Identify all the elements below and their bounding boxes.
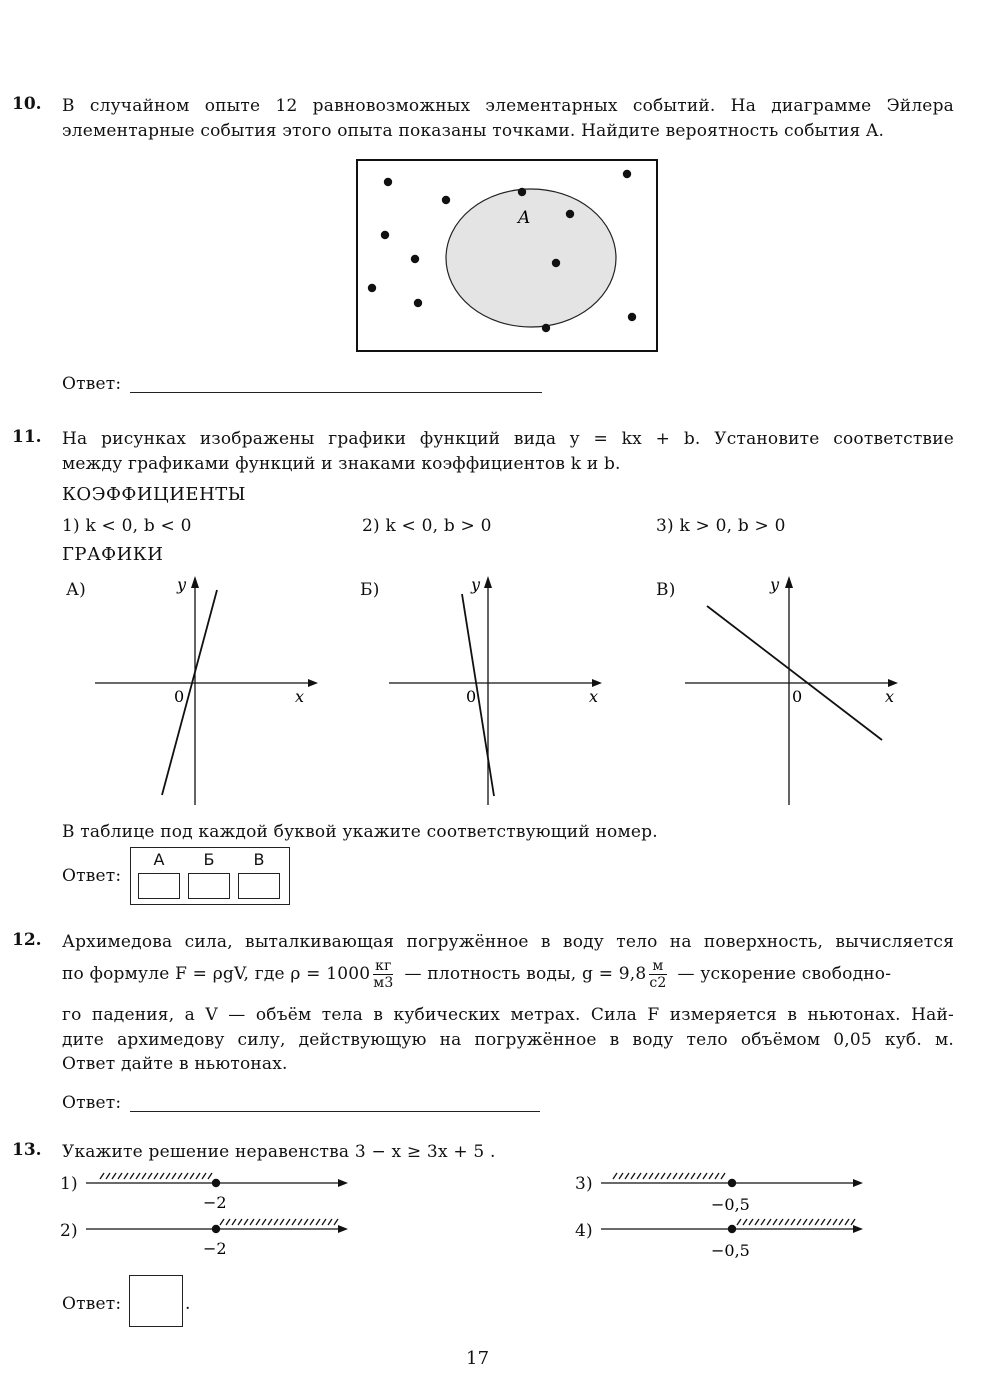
event-point <box>411 255 419 263</box>
y-axis-label: y <box>471 575 481 594</box>
x-axis-label: x <box>885 687 895 706</box>
event-point <box>414 299 422 307</box>
x-axis-arrow <box>308 679 318 687</box>
q10-line1: В случайном опыте 12 равновозможных элементарных событий. На диаграмме Эйлера <box>62 96 954 116</box>
q13-option-2-numberline <box>86 1216 352 1276</box>
q11-answer-table <box>130 847 290 905</box>
origin-label: 0 <box>466 687 477 706</box>
origin-label: 0 <box>174 687 185 706</box>
graph-v <box>680 570 910 810</box>
hatching-right <box>737 1219 855 1225</box>
event-point <box>552 259 560 267</box>
q13-option-1-label: 1) <box>60 1174 78 1194</box>
q12-formula-text: по формуле F = ρgV, где ρ = 1000 <box>62 964 371 984</box>
graph-b <box>384 570 614 810</box>
q13-answer-box[interactable] <box>129 1275 183 1327</box>
x-axis-label: x <box>589 687 599 706</box>
rho-unit-bottom: м3 <box>373 975 394 991</box>
event-point <box>384 178 392 186</box>
hatching-right <box>220 1219 338 1225</box>
x-axis-label: x <box>295 687 305 706</box>
q10-answer-line[interactable] <box>130 391 542 393</box>
q12-line5: Ответ дайте в ньютонах. <box>62 1054 288 1074</box>
event-point <box>542 324 550 332</box>
x-axis-arrow <box>592 679 602 687</box>
answer-cell-a[interactable] <box>138 873 180 899</box>
graph-v-label: В) <box>656 580 676 600</box>
g-unit-bottom: с2 <box>649 975 667 991</box>
filled-point <box>212 1179 220 1187</box>
q12-number: 12. <box>12 930 42 950</box>
q10-line2: элементарные события этого опыта показаны точками. Найдите вероятность события A. <box>62 121 885 141</box>
function-line <box>162 590 217 795</box>
q11-answer-label: Ответ: <box>62 866 122 886</box>
coef-option-1: 1) k < 0, b < 0 <box>62 516 192 536</box>
q10-number: 10. <box>12 94 42 114</box>
event-point <box>623 170 631 178</box>
y-axis-label: y <box>177 575 187 594</box>
q13-option-2-label: 2) <box>60 1221 78 1241</box>
q13-answer-dot: . <box>185 1294 191 1314</box>
number-line-arrow <box>853 1225 863 1233</box>
y-axis-arrow <box>785 576 793 588</box>
q12-density-text: — плотность воды, g = 9,8 <box>404 964 647 984</box>
set-a-label: A <box>518 208 531 228</box>
q12-line4: дите архимедову силу, действующую на погружённое в воду тело объёмом 0,05 куб. м. <box>62 1030 954 1050</box>
q13-option-4-numberline <box>601 1216 867 1276</box>
y-axis-arrow <box>484 576 492 588</box>
filled-point <box>728 1225 736 1233</box>
event-point <box>381 231 389 239</box>
point-label: −2 <box>203 1193 227 1212</box>
table-header-b: Б <box>203 850 215 869</box>
table-header-a: А <box>153 850 165 869</box>
q13-answer-label: Ответ: <box>62 1294 122 1314</box>
filled-point <box>728 1179 736 1187</box>
event-point <box>518 188 526 196</box>
rho-unit-top: кг <box>375 958 392 974</box>
rho-unit-fraction <box>373 958 393 991</box>
point-label: −0,5 <box>711 1195 750 1214</box>
event-point <box>628 313 636 321</box>
function-line <box>707 606 882 740</box>
q12-answer-line[interactable] <box>130 1110 540 1112</box>
y-axis-arrow <box>191 576 199 588</box>
x-axis-arrow <box>888 679 898 687</box>
q11-number: 11. <box>12 427 42 447</box>
point-label: −0,5 <box>711 1241 750 1260</box>
g-unit-top: м <box>649 958 666 975</box>
coef-option-3: 3) k > 0, b > 0 <box>656 516 786 536</box>
q12-accel-text: — ускорение свободно- <box>677 964 892 984</box>
graph-a <box>90 570 320 810</box>
q12-answer-label: Ответ: <box>62 1093 122 1113</box>
origin-label: 0 <box>792 687 803 706</box>
event-point <box>442 196 450 204</box>
hatching-left <box>613 1173 725 1179</box>
number-line-arrow <box>338 1225 348 1233</box>
table-header-v: В <box>253 850 265 869</box>
event-point <box>368 284 376 292</box>
set-a-ellipse <box>446 189 616 327</box>
q10-answer-label: Ответ: <box>62 374 122 394</box>
y-axis-label: y <box>770 575 780 594</box>
q13-option-3-label: 3) <box>575 1174 593 1194</box>
graph-a-label: А) <box>66 580 86 600</box>
answer-cell-b[interactable] <box>188 873 230 899</box>
g-unit-fraction <box>649 958 666 991</box>
number-line-arrow <box>853 1179 863 1187</box>
q13-line1: Укажите решение неравенства 3 − x ≥ 3x + 5 . <box>62 1142 496 1162</box>
q11-instruction: В таблице под каждой буквой укажите соответствующий номер. <box>62 822 658 842</box>
q11-line2: между графиками функций и знаками коэффициентов k и b. <box>62 454 621 474</box>
hatching-left <box>100 1173 212 1179</box>
euler-diagram <box>356 159 660 353</box>
point-label: −2 <box>203 1239 227 1258</box>
answer-cell-v[interactable] <box>238 873 280 899</box>
coef-option-2: 2) k < 0, b > 0 <box>362 516 492 536</box>
filled-point <box>212 1225 220 1233</box>
q12-line2 <box>62 958 954 991</box>
q13-number: 13. <box>12 1140 42 1160</box>
event-point <box>566 210 574 218</box>
page-number: 17 <box>466 1348 490 1369</box>
number-line-arrow <box>338 1179 348 1187</box>
graphs-heading: ГРАФИКИ <box>62 544 164 565</box>
graph-b-label: Б) <box>360 580 380 600</box>
q13-option-4-label: 4) <box>575 1221 593 1241</box>
q12-line3: го падения, а V — объём тела в кубических метрах. Сила F измеряется в ньютонах. Най- <box>62 1005 954 1025</box>
q12-line1: Архимедова сила, выталкивающая погружённое в воду тело на поверхность, вычисляется <box>62 932 954 952</box>
coef-heading: КОЭФФИЦИЕНТЫ <box>62 484 246 505</box>
q11-line1: На рисунках изображены графики функций вида y = kx + b. Установите соответствие <box>62 429 954 449</box>
